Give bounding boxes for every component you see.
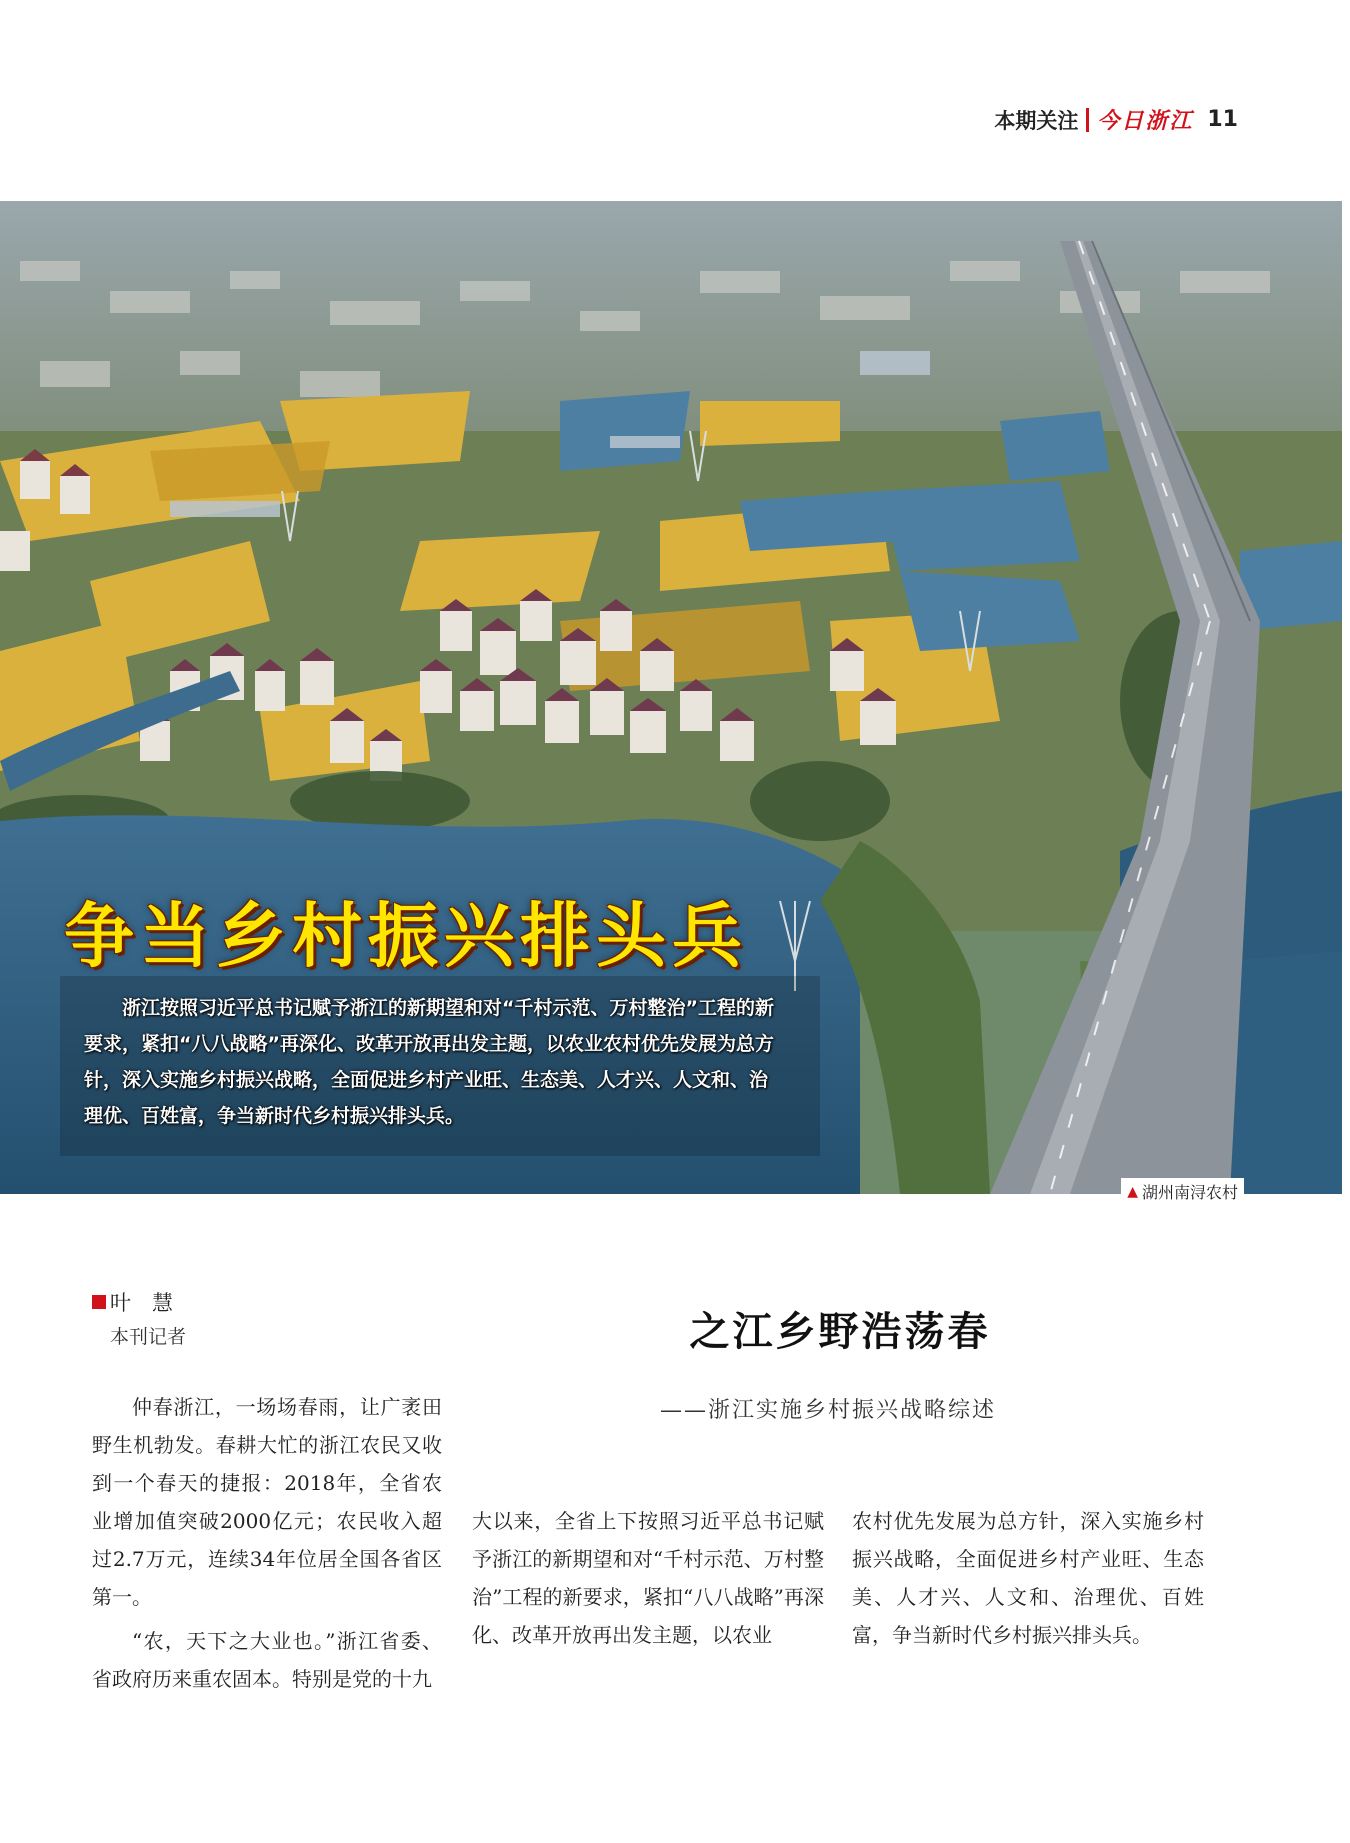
photo-caption <box>1121 1178 1244 1205</box>
triangle-marker-icon: ▲ <box>1127 1183 1138 1200</box>
author-role: 本刊记者 <box>110 1326 187 1348</box>
author-name: 叶 慧 <box>110 1291 173 1315</box>
header-divider <box>1086 108 1089 132</box>
article-column-3 <box>852 1502 1204 1654</box>
article-column-2 <box>472 1502 824 1654</box>
page-number: 11 <box>1207 107 1238 132</box>
section-label: 本期关注 <box>994 108 1079 133</box>
photo-lede: 浙江按照习近平总书记赋予浙江的新期望和对“千村示范、万村整治”工程的新要求，紧扣“八八战略”再深化、改革开放再出发主题，以农业农村优先发展为总方针，深入实施乡村振兴战略，全面促进乡村产业旺、生态美、人才兴、人文和、治理优、百姓富，争当新时代乡村振兴排头兵。 <box>84 997 774 1127</box>
byline-marker-icon <box>92 1295 106 1309</box>
byline <box>92 1287 173 1317</box>
paragraph: 农村优先发展为总方针，深入实施乡村振兴战略，全面促进乡村产业旺、生态美、人才兴、人文和、治理优、百姓富，争当新时代乡村振兴排头兵。 <box>852 1509 1204 1647</box>
paragraph: “农，天下之大业也。”浙江省委、省政府历来重农固本。特别是党的十九 <box>92 1629 442 1691</box>
photo-headline: 争当乡村振兴排头兵 <box>64 895 748 977</box>
article-subtitle: ——浙江实施乡村振兴战略综述 <box>660 1398 997 1423</box>
article-column-1 <box>92 1388 442 1698</box>
magazine-brand: 今日浙江 <box>1097 108 1194 134</box>
paragraph: 仲春浙江，一场场春雨，让广袤田野生机勃发。春耕大忙的浙江农民又收到一个春天的捷报：2018年，全省农业增加值突破2000亿元；农民收入超过2.7万元，连续34年位居全国各省区第一。 <box>92 1395 442 1609</box>
aerial-photo <box>0 201 1342 1194</box>
paragraph: 大以来，全省上下按照习近平总书记赋予浙江的新期望和对“千村示范、万村整治”工程的新要求，紧扣“八八战略”再深化、改革开放再出发主题，以农业 <box>472 1509 824 1647</box>
photo-caption-text: 湖州南浔农村 <box>1141 1183 1238 1202</box>
article-title: 之江乡野浩荡春 <box>689 1308 991 1355</box>
page-header <box>994 104 1238 135</box>
